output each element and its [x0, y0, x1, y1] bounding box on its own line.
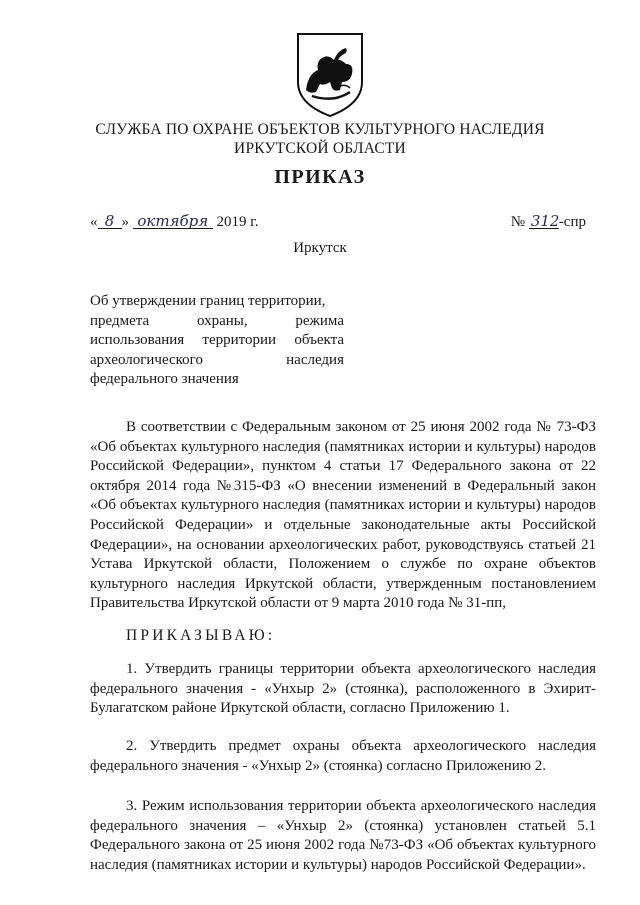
subject-line [90, 351, 344, 371]
subject-word: территории [202, 332, 277, 348]
subject-word: наследия [286, 351, 344, 368]
subject-word: археологического [90, 351, 203, 368]
number-prefix: № [510, 214, 526, 230]
preamble-paragraph: В соответствии с Федеральным законом от 25 июня 2002 года № 73-ФЗ «Об объектах культурного наследия (памятниках истории и культуры) народов Российской Федерации», пунктом 4 статьи 17 Федерального закона от 22 октября 2014 года №315-ФЗ «О внесении изменений в Федеральный закон «Об объектах культурного наследия (памятниках истории и культуры) народов Российской Федерации» и отдельные законодательные акты Российской Федерации», на основании археологических работ, руководствуясь статьей 21 Устава Иркутской области, Положением о службе по охране объектов культурного наследия Иркутской области, утвержденным постановлением Правительства Иркутской области от 9 марта 2010 года № 31-пп, [90, 419, 596, 612]
date-month: октября [133, 214, 213, 229]
order-item-3: 3. Режим использования территории объекта археологического наследия федерального значения – «Унхыр 2» (стоянка) установлен статьей 5.1 Федерального закона от 25 июня 2002 года №73-ФЗ «Об объектах культурного наследия (памятниках истории и культуры) народов Российской Федерации». [90, 798, 596, 873]
number-suffix: -спр [558, 214, 586, 230]
date-close-quote: » [121, 214, 129, 230]
subject-word: объекта [294, 332, 344, 348]
number-value: 312 [530, 212, 560, 230]
subject-word: предмета [90, 312, 150, 329]
order-heading: ПРИКАЗЫВАЮ: [126, 627, 276, 644]
document-city: Иркутск [293, 240, 347, 256]
subject-word: охраны, [196, 312, 248, 329]
date-day: 8 [98, 214, 122, 229]
order-item-1: 1. Утвердить границы территории объекта археологического наследия федерального значения - «Унхыр 2» (стоянка), расположенного в Эхирит-Булагатском районе Иркутской области, согласно Приложению 1. [90, 661, 596, 717]
subject-line [90, 370, 344, 390]
subject-word: использования [90, 332, 185, 348]
subject-word: режима [295, 312, 344, 329]
organization-name: СЛУЖБА ПО ОХРАНЕ ОБЪЕКТОВ КУЛЬТУРНОГО НАСЛЕДИЯ [95, 121, 545, 138]
subject-word: федерального значения [90, 371, 239, 387]
order-item-2: 2. Утвердить предмет охраны объекта археологического наследия федерального значения - «Унхыр 2» (стоянка) согласно Приложению 2. [90, 738, 596, 774]
document-subject [90, 292, 344, 390]
date-year: 2019 г. [216, 214, 259, 230]
document-title: ПРИКАЗ [274, 166, 366, 188]
subject-line [90, 312, 344, 332]
document-number [511, 214, 586, 231]
organization-region: ИРКУТСКОЙ ОБЛАСТИ [234, 140, 406, 157]
document-date [90, 214, 258, 231]
subject-line [90, 331, 344, 351]
coat-of-arms-icon [294, 30, 366, 118]
subject-line [90, 292, 344, 312]
subject-word: Об утверждении границ территории, [90, 293, 326, 309]
date-open-quote: « [90, 214, 98, 230]
